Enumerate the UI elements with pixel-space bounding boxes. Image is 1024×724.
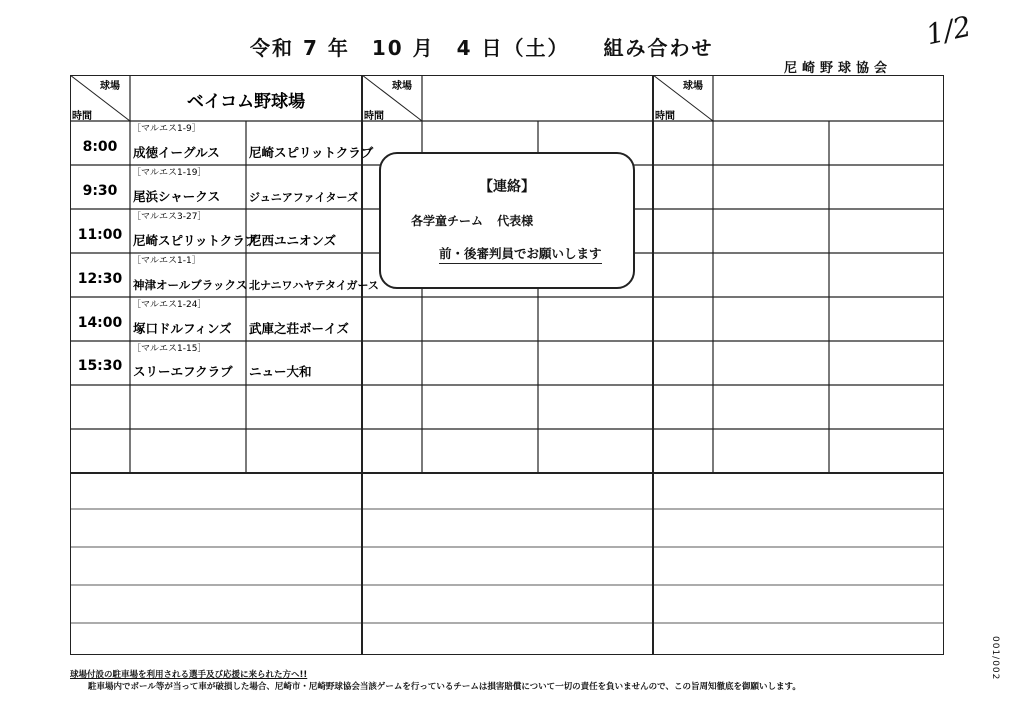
home-team: 尼崎スピリットクラブ (133, 233, 258, 248)
game-row-4 (78, 255, 379, 292)
game-code: ［マルエス1-24］ (132, 300, 207, 310)
page-mark: 1/2 (923, 9, 975, 52)
document-number: 001/002 (990, 636, 1000, 681)
notice-recipient: 各学童チーム 代表様 (411, 214, 534, 228)
away-team: 尼崎スピリットクラブ (249, 145, 374, 160)
venue-header-1 (72, 79, 305, 122)
game-time: 15:30 (77, 358, 123, 374)
organizer-name: 尼崎野球協会 (784, 61, 893, 76)
game-row-1 (83, 123, 374, 160)
notice-message: 前・後審判員でお願いします (439, 244, 602, 264)
game-row-2 (83, 167, 358, 204)
away-team: 北ナニワハヤテタイガース (249, 279, 379, 292)
notice-title: 【連絡】 (479, 179, 535, 195)
game-row-5 (78, 299, 350, 336)
footer-heading: 球場付設の駐車場を利用される選手及び応援に来られた方へ!! (70, 670, 308, 680)
venue-header-3 (655, 79, 703, 122)
game-code: ［マルエス3-27］ (132, 212, 207, 222)
game-row-3 (78, 211, 337, 248)
home-team: 尾浜シャークス (133, 189, 221, 204)
home-team: スリーエフクラブ (133, 364, 233, 379)
game-time: 8:00 (82, 139, 118, 155)
venue-header-2 (364, 79, 412, 122)
corner-time-label: 時間 (655, 111, 675, 122)
game-time: 9:30 (82, 183, 118, 199)
corner-venue-label: 球場 (100, 81, 120, 92)
away-team: ニュー大和 (249, 364, 312, 379)
away-team: ジュニアファイターズ (249, 191, 359, 204)
corner-time-label: 時間 (72, 111, 92, 122)
footer-disclaimer: 駐車場内でボール等が当って車が破損した場合、尼崎市・尼崎野球協会当該ゲームを行っているチームは損害賠償について一切の責任を負いませんので、この旨周知徹底を御願いします。 (88, 682, 801, 692)
game-code: ［マルエス1-1］ (132, 256, 201, 266)
corner-time-label: 時間 (364, 111, 384, 122)
corner-venue-label: 球場 (683, 81, 703, 92)
game-code: ［マルエス1-15］ (132, 344, 207, 354)
game-time: 11:00 (77, 227, 123, 243)
notice-box (379, 152, 635, 289)
game-code: ［マルエス1-19］ (132, 168, 207, 178)
home-team: 塚口ドルフィンズ (133, 321, 232, 336)
game-code: ［マルエス1-9］ (132, 124, 201, 134)
home-team: 成徳イーグルス (133, 145, 220, 160)
home-team: 神津オールブラックス (133, 278, 248, 292)
corner-venue-label: 球場 (392, 81, 412, 92)
away-team: 尼西ユニオンズ (249, 233, 337, 248)
game-time: 12:30 (77, 271, 123, 287)
page-title: 令和 7 年 10 月 4 日（土） 組み合わせ (250, 36, 714, 60)
venue-name: ベイコム野球場 (186, 92, 306, 112)
game-time: 14:00 (77, 315, 123, 331)
game-row-6 (78, 343, 312, 379)
away-team: 武庫之荘ボーイズ (249, 321, 349, 336)
